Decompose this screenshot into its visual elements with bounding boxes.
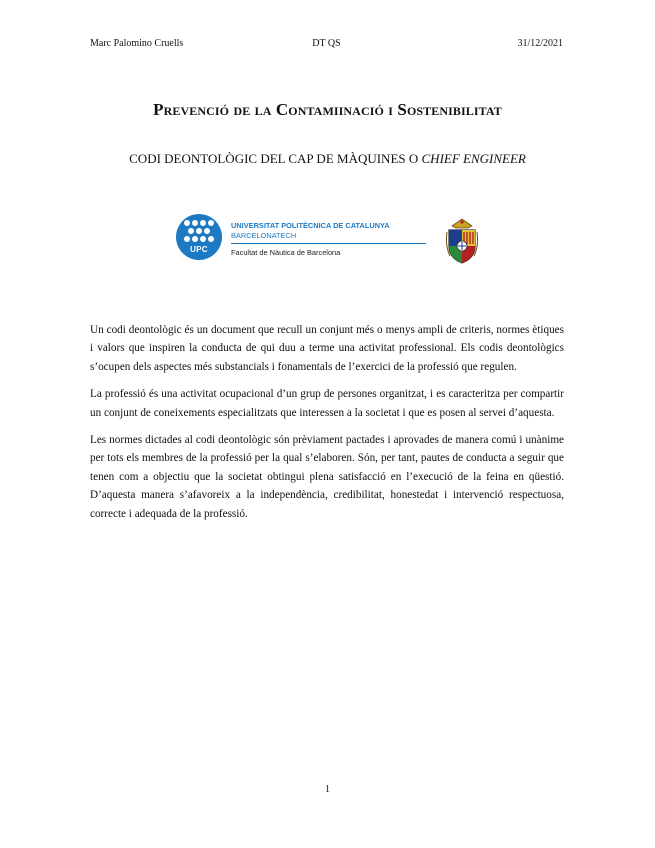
upc-dots xyxy=(184,220,214,242)
subtitle-italic: CHIEF ENGINEER xyxy=(421,151,526,166)
upc-abbr: UPC xyxy=(190,245,208,254)
page-header xyxy=(90,38,563,52)
paragraph: La professió és una activitat ocupacional d’un grup de persones organitzat, i es caracteritza per compartir un conjunt de coneixements especialitzats que interessen a la societat i que es posen al servei d’aquesta. xyxy=(90,388,564,419)
faculty-name: Facultat de Nàutica de Barcelona xyxy=(231,248,341,257)
document-subtitle xyxy=(0,151,655,167)
header-date: 31/12/2021 xyxy=(517,38,563,49)
header-author: Marc Palomino Cruells xyxy=(90,38,184,49)
faculty-crest-icon xyxy=(444,216,480,266)
page-number: 1 xyxy=(325,784,330,795)
body-text xyxy=(90,321,564,532)
logos xyxy=(176,214,486,270)
subtitle-main: CODI DEONTOLÒGIC DEL CAP DE MÀQUINES O xyxy=(129,151,422,166)
university-sub: BARCELONATECH xyxy=(231,231,297,240)
document-title: Prevenció de la Contamiinació i Sostenibilitat xyxy=(153,100,502,119)
paragraph: Les normes dictades al codi deontològic són prèviament pactades i aprovades de manera comú i unànime per tots els membres de la professió per la qual s’elaboren. Són, per tant, pautes de conducta a seguir que tenen com a objectiu que la societat obtingui plena satisfacció en l’execució de la feina en qüestió. D’aquesta manera s’afavoreix a la independència, credibilitat, honestedat i intervenció respectuosa, correcte i adequada de la professió. xyxy=(90,434,564,520)
upc-logo-icon xyxy=(176,214,222,260)
header-code: DT QS xyxy=(312,38,341,49)
logo-divider xyxy=(231,243,426,244)
university-name: UNIVERSITAT POLITÈCNICA DE CATALUNYA xyxy=(231,221,390,230)
paragraph: Un codi deontològic és un document que recull un conjunt més o menys ampli de criteris, normes ètiques i valors que inspiren la conducta de qui duu a terme una activitat professional. Els codis deontològics s’ocupen dels aspectes més substancials i fonamentals de l’exercici de la professió que regulen. xyxy=(90,324,564,373)
